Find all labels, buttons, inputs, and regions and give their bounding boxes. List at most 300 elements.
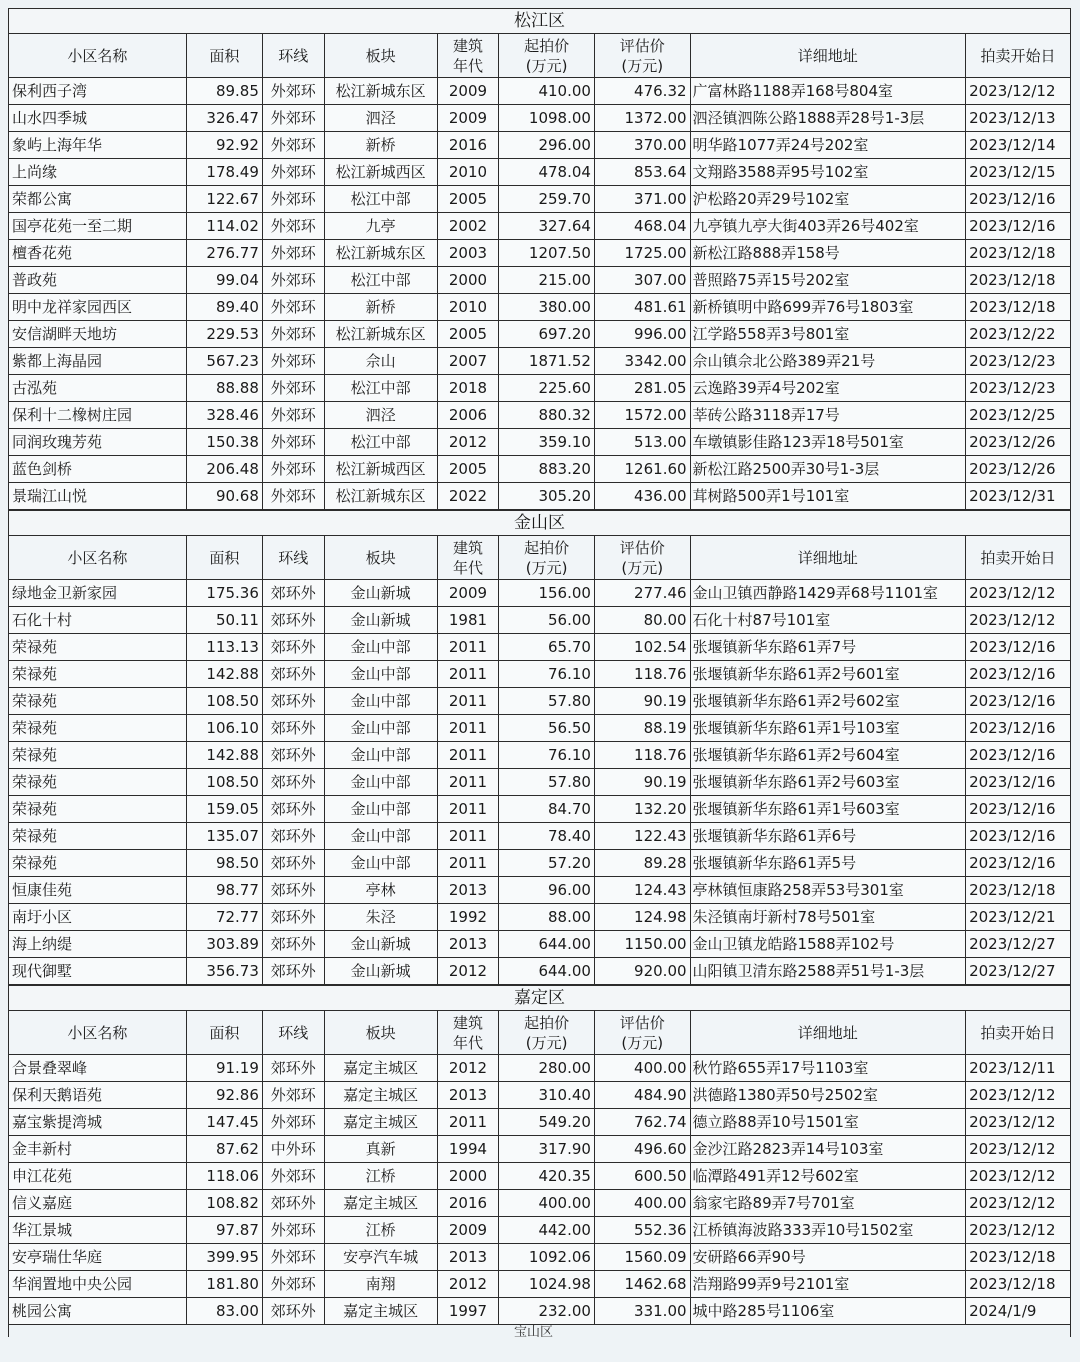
cell-eval-price: 1150.00 xyxy=(594,931,690,958)
cell-block: 南翔 xyxy=(324,1271,437,1298)
table-row xyxy=(9,634,1071,661)
cell-ring-road: 外郊环 xyxy=(262,1271,324,1298)
cell-build-year: 2003 xyxy=(437,240,499,267)
column-header-start-price: 起拍价 (万元) xyxy=(499,34,595,78)
cell-area: 159.05 xyxy=(186,796,262,823)
cell-ring-road: 中外环 xyxy=(262,1136,324,1163)
cell-build-year: 2012 xyxy=(437,1055,499,1082)
cell-block: 嘉定主城区 xyxy=(324,1055,437,1082)
cell-block: 松江新城东区 xyxy=(324,240,437,267)
column-header-build-year: 建筑 年代 xyxy=(437,34,499,78)
cell-start-price: 84.70 xyxy=(499,796,595,823)
cell-block: 亭林 xyxy=(324,877,437,904)
cell-community-name: 紫都上海晶园 xyxy=(9,348,187,375)
cell-community-name: 荣禄苑 xyxy=(9,661,187,688)
cell-block: 松江新城东区 xyxy=(324,483,437,510)
cell-start-price: 76.10 xyxy=(499,742,595,769)
table-row xyxy=(9,267,1071,294)
cell-start-price: 225.60 xyxy=(499,375,595,402)
cell-ring-road: 外郊环 xyxy=(262,294,324,321)
table-row xyxy=(9,1217,1071,1244)
cell-area: 122.67 xyxy=(186,186,262,213)
cell-area: 175.36 xyxy=(186,580,262,607)
cell-start-price: 400.00 xyxy=(499,1190,595,1217)
cell-auction-date: 2023/12/16 xyxy=(966,688,1071,715)
cell-auction-date: 2023/12/15 xyxy=(966,159,1071,186)
cell-eval-price: 281.05 xyxy=(594,375,690,402)
cell-build-year: 1997 xyxy=(437,1298,499,1325)
cell-ring-road: 郊环外 xyxy=(262,1190,324,1217)
cell-block: 松江中部 xyxy=(324,429,437,456)
cell-community-name: 现代御墅 xyxy=(9,958,187,985)
cell-address: 张堰镇新华东路61弄1号603室 xyxy=(690,796,966,823)
cell-eval-price: 468.04 xyxy=(594,213,690,240)
cell-start-price: 442.00 xyxy=(499,1217,595,1244)
cell-build-year: 2011 xyxy=(437,1109,499,1136)
column-header-start-price: 起拍价 (万元) xyxy=(499,1011,595,1055)
cell-start-price: 697.20 xyxy=(499,321,595,348)
cell-community-name: 荣禄苑 xyxy=(9,850,187,877)
cell-build-year: 2013 xyxy=(437,1082,499,1109)
table-row xyxy=(9,742,1071,769)
listing-table xyxy=(8,33,1071,510)
cell-eval-price: 132.20 xyxy=(594,796,690,823)
cell-build-year: 2012 xyxy=(437,429,499,456)
cell-start-price: 280.00 xyxy=(499,1055,595,1082)
cell-address: 江学路558弄3号801室 xyxy=(690,321,966,348)
cell-start-price: 96.00 xyxy=(499,877,595,904)
cell-area: 135.07 xyxy=(186,823,262,850)
cut-off-section-title: 宝山区 xyxy=(514,1325,554,1337)
cell-ring-road: 郊环外 xyxy=(262,823,324,850)
cell-block: 泗泾 xyxy=(324,105,437,132)
cell-build-year: 2011 xyxy=(437,688,499,715)
cell-build-year: 2007 xyxy=(437,348,499,375)
cell-auction-date: 2023/12/12 xyxy=(966,78,1071,105)
column-header-community-name: 小区名称 xyxy=(9,1011,187,1055)
cell-build-year: 2002 xyxy=(437,213,499,240)
header-row xyxy=(9,1011,1071,1055)
table-row xyxy=(9,186,1071,213)
cell-auction-date: 2023/12/18 xyxy=(966,1271,1071,1298)
cell-eval-price: 1572.00 xyxy=(594,402,690,429)
cell-auction-date: 2023/12/12 xyxy=(966,1082,1071,1109)
cell-area: 142.88 xyxy=(186,742,262,769)
table-row xyxy=(9,1190,1071,1217)
cell-eval-price: 552.36 xyxy=(594,1217,690,1244)
cell-block: 金山中部 xyxy=(324,823,437,850)
table-row xyxy=(9,105,1071,132)
cell-community-name: 安亭瑞仕华庭 xyxy=(9,1244,187,1271)
cell-block: 金山中部 xyxy=(324,796,437,823)
cell-auction-date: 2023/12/12 xyxy=(966,1190,1071,1217)
cell-start-price: 259.70 xyxy=(499,186,595,213)
cell-ring-road: 外郊环 xyxy=(262,186,324,213)
cell-address: 洪德路1380弄50号2502室 xyxy=(690,1082,966,1109)
cell-build-year: 2009 xyxy=(437,580,499,607)
cell-ring-road: 郊环外 xyxy=(262,931,324,958)
cell-eval-price: 3342.00 xyxy=(594,348,690,375)
cell-eval-price: 277.46 xyxy=(594,580,690,607)
cell-auction-date: 2023/12/12 xyxy=(966,1163,1071,1190)
cell-start-price: 56.50 xyxy=(499,715,595,742)
cell-ring-road: 外郊环 xyxy=(262,1109,324,1136)
cell-block: 金山新城 xyxy=(324,607,437,634)
cell-ring-road: 外郊环 xyxy=(262,321,324,348)
cell-block: 金山中部 xyxy=(324,661,437,688)
cell-ring-road: 外郊环 xyxy=(262,1082,324,1109)
cell-community-name: 恒康佳苑 xyxy=(9,877,187,904)
cell-area: 88.88 xyxy=(186,375,262,402)
cell-area: 206.48 xyxy=(186,456,262,483)
cell-build-year: 2011 xyxy=(437,850,499,877)
cell-area: 356.73 xyxy=(186,958,262,985)
column-header-auction-date: 拍卖开始日 xyxy=(966,34,1071,78)
cell-area: 99.04 xyxy=(186,267,262,294)
cell-build-year: 2016 xyxy=(437,1190,499,1217)
cell-eval-price: 400.00 xyxy=(594,1055,690,1082)
cell-build-year: 2013 xyxy=(437,877,499,904)
cell-auction-date: 2023/12/16 xyxy=(966,186,1071,213)
cell-address: 金山卫镇西静路1429弄68号1101室 xyxy=(690,580,966,607)
cell-address: 张堰镇新华东路61弄2号603室 xyxy=(690,769,966,796)
cell-build-year: 2011 xyxy=(437,715,499,742)
cell-start-price: 57.80 xyxy=(499,769,595,796)
cell-community-name: 明中龙祥家园西区 xyxy=(9,294,187,321)
cell-address: 江桥镇海波路333弄10号1502室 xyxy=(690,1217,966,1244)
cell-address: 莘砖公路3118弄17号 xyxy=(690,402,966,429)
table-row xyxy=(9,904,1071,931)
cell-area: 98.50 xyxy=(186,850,262,877)
cell-eval-price: 853.64 xyxy=(594,159,690,186)
cell-address: 山阳镇卫清东路2588弄51号1-3层 xyxy=(690,958,966,985)
cell-community-name: 安信湖畔天地坊 xyxy=(9,321,187,348)
cell-auction-date: 2023/12/23 xyxy=(966,375,1071,402)
cell-build-year: 2013 xyxy=(437,1244,499,1271)
cell-build-year: 2005 xyxy=(437,321,499,348)
cell-address: 翁家宅路89弄7号701室 xyxy=(690,1190,966,1217)
cell-ring-road: 郊环外 xyxy=(262,715,324,742)
listing-table xyxy=(8,535,1071,985)
cell-build-year: 2009 xyxy=(437,105,499,132)
cell-eval-price: 1261.60 xyxy=(594,456,690,483)
column-header-ring-road: 环线 xyxy=(262,34,324,78)
cell-ring-road: 外郊环 xyxy=(262,132,324,159)
cell-area: 106.10 xyxy=(186,715,262,742)
cell-area: 90.68 xyxy=(186,483,262,510)
cell-address: 张堰镇新华东路61弄5号 xyxy=(690,850,966,877)
cell-build-year: 2012 xyxy=(437,1271,499,1298)
cell-block: 新桥 xyxy=(324,132,437,159)
cell-ring-road: 外郊环 xyxy=(262,1244,324,1271)
cell-eval-price: 481.61 xyxy=(594,294,690,321)
cell-area: 108.82 xyxy=(186,1190,262,1217)
cell-ring-road: 郊环外 xyxy=(262,769,324,796)
cell-address: 金沙江路2823弄14号103室 xyxy=(690,1136,966,1163)
cell-start-price: 296.00 xyxy=(499,132,595,159)
cell-auction-date: 2023/12/16 xyxy=(966,742,1071,769)
cell-community-name: 山水四季城 xyxy=(9,105,187,132)
cell-community-name: 国亭花苑一至二期 xyxy=(9,213,187,240)
cell-area: 92.92 xyxy=(186,132,262,159)
cell-address: 文翔路3588弄95号102室 xyxy=(690,159,966,186)
cell-eval-price: 484.90 xyxy=(594,1082,690,1109)
cell-build-year: 2011 xyxy=(437,796,499,823)
cell-block: 松江新城西区 xyxy=(324,456,437,483)
column-header-eval-price: 评估价 (万元) xyxy=(594,34,690,78)
cell-address: 九亭镇九亭大街403弄26号402室 xyxy=(690,213,966,240)
cell-community-name: 保利十二橡树庄园 xyxy=(9,402,187,429)
table-row xyxy=(9,1271,1071,1298)
cell-block: 江桥 xyxy=(324,1217,437,1244)
cell-ring-road: 郊环外 xyxy=(262,607,324,634)
cell-community-name: 海上纳缇 xyxy=(9,931,187,958)
cell-eval-price: 307.00 xyxy=(594,267,690,294)
cell-build-year: 2016 xyxy=(437,132,499,159)
cell-start-price: 1207.50 xyxy=(499,240,595,267)
auction-listing-sheet xyxy=(8,8,1071,1337)
cell-community-name: 保利西子湾 xyxy=(9,78,187,105)
cell-block: 金山中部 xyxy=(324,688,437,715)
cell-address: 石化十村87号101室 xyxy=(690,607,966,634)
cell-area: 97.87 xyxy=(186,1217,262,1244)
section-title: 松江区 xyxy=(8,8,1071,33)
cell-community-name: 石化十村 xyxy=(9,607,187,634)
cell-eval-price: 80.00 xyxy=(594,607,690,634)
cell-address: 张堰镇新华东路61弄1号103室 xyxy=(690,715,966,742)
cell-community-name: 荣禄苑 xyxy=(9,823,187,850)
cell-area: 91.19 xyxy=(186,1055,262,1082)
cell-auction-date: 2023/12/16 xyxy=(966,796,1071,823)
cell-area: 108.50 xyxy=(186,688,262,715)
table-row xyxy=(9,294,1071,321)
table-row xyxy=(9,1136,1071,1163)
column-header-area: 面积 xyxy=(186,536,262,580)
table-row xyxy=(9,796,1071,823)
table-row xyxy=(9,823,1071,850)
cell-block: 嘉定主城区 xyxy=(324,1190,437,1217)
cell-community-name: 蓝色剑桥 xyxy=(9,456,187,483)
cell-auction-date: 2023/12/21 xyxy=(966,904,1071,931)
cell-ring-road: 郊环外 xyxy=(262,742,324,769)
cell-community-name: 象屿上海年华 xyxy=(9,132,187,159)
table-row xyxy=(9,240,1071,267)
table-row xyxy=(9,661,1071,688)
cell-eval-price: 476.32 xyxy=(594,78,690,105)
cell-block: 金山中部 xyxy=(324,634,437,661)
table-row xyxy=(9,715,1071,742)
cell-start-price: 65.70 xyxy=(499,634,595,661)
cell-auction-date: 2023/12/12 xyxy=(966,607,1071,634)
cell-auction-date: 2023/12/11 xyxy=(966,1055,1071,1082)
cell-ring-road: 郊环外 xyxy=(262,904,324,931)
cell-auction-date: 2023/12/18 xyxy=(966,294,1071,321)
table-row xyxy=(9,877,1071,904)
cell-eval-price: 1372.00 xyxy=(594,105,690,132)
cell-community-name: 荣禄苑 xyxy=(9,688,187,715)
cell-community-name: 华润置地中央公园 xyxy=(9,1271,187,1298)
cell-address: 亭林镇恒康路258弄53号301室 xyxy=(690,877,966,904)
cell-eval-price: 102.54 xyxy=(594,634,690,661)
cell-ring-road: 郊环外 xyxy=(262,688,324,715)
cell-community-name: 绿地金卫新家园 xyxy=(9,580,187,607)
cell-community-name: 南圩小区 xyxy=(9,904,187,931)
cell-address: 金山卫镇龙皓路1588弄102号 xyxy=(690,931,966,958)
cell-area: 303.89 xyxy=(186,931,262,958)
cell-start-price: 359.10 xyxy=(499,429,595,456)
cell-start-price: 310.40 xyxy=(499,1082,595,1109)
cell-eval-price: 1560.09 xyxy=(594,1244,690,1271)
cell-community-name: 同润玫瑰芳苑 xyxy=(9,429,187,456)
cell-auction-date: 2023/12/27 xyxy=(966,958,1071,985)
cell-start-price: 410.00 xyxy=(499,78,595,105)
cell-block: 金山中部 xyxy=(324,769,437,796)
cell-address: 朱泾镇南圩新村78号501室 xyxy=(690,904,966,931)
cell-eval-price: 1462.68 xyxy=(594,1271,690,1298)
cell-area: 83.00 xyxy=(186,1298,262,1325)
cell-community-name: 华江景城 xyxy=(9,1217,187,1244)
cell-auction-date: 2023/12/16 xyxy=(966,661,1071,688)
cell-build-year: 2011 xyxy=(437,823,499,850)
cell-auction-date: 2023/12/25 xyxy=(966,402,1071,429)
cell-block: 金山新城 xyxy=(324,958,437,985)
cell-address: 张堰镇新华东路61弄2号604室 xyxy=(690,742,966,769)
cell-address: 城中路285号1106室 xyxy=(690,1298,966,1325)
column-header-area: 面积 xyxy=(186,34,262,78)
cell-eval-price: 124.98 xyxy=(594,904,690,931)
cell-ring-road: 外郊环 xyxy=(262,159,324,186)
cell-area: 326.47 xyxy=(186,105,262,132)
cell-eval-price: 600.50 xyxy=(594,1163,690,1190)
cell-address: 茸树路500弄1号101室 xyxy=(690,483,966,510)
table-row xyxy=(9,1244,1071,1271)
table-row xyxy=(9,688,1071,715)
cell-start-price: 420.35 xyxy=(499,1163,595,1190)
cell-start-price: 156.00 xyxy=(499,580,595,607)
cell-start-price: 880.32 xyxy=(499,402,595,429)
table-row xyxy=(9,456,1071,483)
cell-auction-date: 2023/12/12 xyxy=(966,1136,1071,1163)
cell-start-price: 380.00 xyxy=(499,294,595,321)
cell-ring-road: 外郊环 xyxy=(262,240,324,267)
cell-ring-road: 郊环外 xyxy=(262,850,324,877)
section-title: 金山区 xyxy=(8,510,1071,535)
cell-auction-date: 2023/12/16 xyxy=(966,213,1071,240)
cell-auction-date: 2023/12/12 xyxy=(966,1109,1071,1136)
table-row xyxy=(9,321,1071,348)
table-row xyxy=(9,580,1071,607)
column-header-community-name: 小区名称 xyxy=(9,536,187,580)
cell-auction-date: 2024/1/9 xyxy=(966,1298,1071,1325)
cell-start-price: 88.00 xyxy=(499,904,595,931)
cell-area: 181.80 xyxy=(186,1271,262,1298)
table-row xyxy=(9,348,1071,375)
column-header-auction-date: 拍卖开始日 xyxy=(966,536,1071,580)
table-row xyxy=(9,402,1071,429)
section-title: 嘉定区 xyxy=(8,985,1071,1010)
cell-eval-price: 762.74 xyxy=(594,1109,690,1136)
cell-community-name: 古泓苑 xyxy=(9,375,187,402)
cell-start-price: 78.40 xyxy=(499,823,595,850)
cell-build-year: 2009 xyxy=(437,78,499,105)
cell-ring-road: 外郊环 xyxy=(262,483,324,510)
cell-build-year: 2005 xyxy=(437,186,499,213)
cell-auction-date: 2023/12/26 xyxy=(966,456,1071,483)
cell-community-name: 桃园公寓 xyxy=(9,1298,187,1325)
column-header-build-year: 建筑 年代 xyxy=(437,1011,499,1055)
cell-block: 佘山 xyxy=(324,348,437,375)
cell-area: 276.77 xyxy=(186,240,262,267)
cell-address: 浩翔路99弄9号2101室 xyxy=(690,1271,966,1298)
table-row xyxy=(9,429,1071,456)
cell-build-year: 2011 xyxy=(437,769,499,796)
cell-address: 广富林路1188弄168号804室 xyxy=(690,78,966,105)
cell-eval-price: 90.19 xyxy=(594,769,690,796)
cell-ring-road: 外郊环 xyxy=(262,78,324,105)
cell-ring-road: 外郊环 xyxy=(262,456,324,483)
cell-auction-date: 2023/12/22 xyxy=(966,321,1071,348)
cell-community-name: 荣禄苑 xyxy=(9,742,187,769)
table-row xyxy=(9,1163,1071,1190)
cell-block: 松江中部 xyxy=(324,267,437,294)
cell-eval-price: 436.00 xyxy=(594,483,690,510)
cell-block: 嘉定主城区 xyxy=(324,1298,437,1325)
cell-build-year: 2006 xyxy=(437,402,499,429)
header-row xyxy=(9,34,1071,78)
cell-area: 328.46 xyxy=(186,402,262,429)
cell-start-price: 883.20 xyxy=(499,456,595,483)
cell-build-year: 2005 xyxy=(437,456,499,483)
cell-ring-road: 外郊环 xyxy=(262,213,324,240)
cell-start-price: 1871.52 xyxy=(499,348,595,375)
column-header-auction-date: 拍卖开始日 xyxy=(966,1011,1071,1055)
cell-auction-date: 2023/12/14 xyxy=(966,132,1071,159)
cell-start-price: 1092.06 xyxy=(499,1244,595,1271)
cell-block: 江桥 xyxy=(324,1163,437,1190)
cell-address: 沪松路20弄29号102室 xyxy=(690,186,966,213)
cell-start-price: 76.10 xyxy=(499,661,595,688)
cell-area: 113.13 xyxy=(186,634,262,661)
column-header-address: 详细地址 xyxy=(690,1011,966,1055)
cell-build-year: 2000 xyxy=(437,267,499,294)
cell-build-year: 1994 xyxy=(437,1136,499,1163)
cell-block: 金山中部 xyxy=(324,715,437,742)
cell-auction-date: 2023/12/12 xyxy=(966,580,1071,607)
cell-build-year: 2000 xyxy=(437,1163,499,1190)
cell-community-name: 申江花苑 xyxy=(9,1163,187,1190)
cell-auction-date: 2023/12/18 xyxy=(966,877,1071,904)
cell-start-price: 644.00 xyxy=(499,931,595,958)
cell-block: 嘉定主城区 xyxy=(324,1082,437,1109)
cell-area: 567.23 xyxy=(186,348,262,375)
cell-area: 399.95 xyxy=(186,1244,262,1271)
cell-community-name: 荣禄苑 xyxy=(9,715,187,742)
cell-block: 金山中部 xyxy=(324,742,437,769)
column-header-address: 详细地址 xyxy=(690,536,966,580)
cell-address: 张堰镇新华东路61弄7号 xyxy=(690,634,966,661)
cell-area: 98.77 xyxy=(186,877,262,904)
cell-address: 秋竹路655弄17号1103室 xyxy=(690,1055,966,1082)
column-header-start-price: 起拍价 (万元) xyxy=(499,536,595,580)
cell-eval-price: 1725.00 xyxy=(594,240,690,267)
cell-build-year: 2011 xyxy=(437,634,499,661)
cell-ring-road: 郊环外 xyxy=(262,1298,324,1325)
cell-start-price: 1098.00 xyxy=(499,105,595,132)
cell-area: 118.06 xyxy=(186,1163,262,1190)
cell-block: 松江新城西区 xyxy=(324,159,437,186)
cell-start-price: 644.00 xyxy=(499,958,595,985)
cell-address: 新桥镇明中路699弄76号1803室 xyxy=(690,294,966,321)
